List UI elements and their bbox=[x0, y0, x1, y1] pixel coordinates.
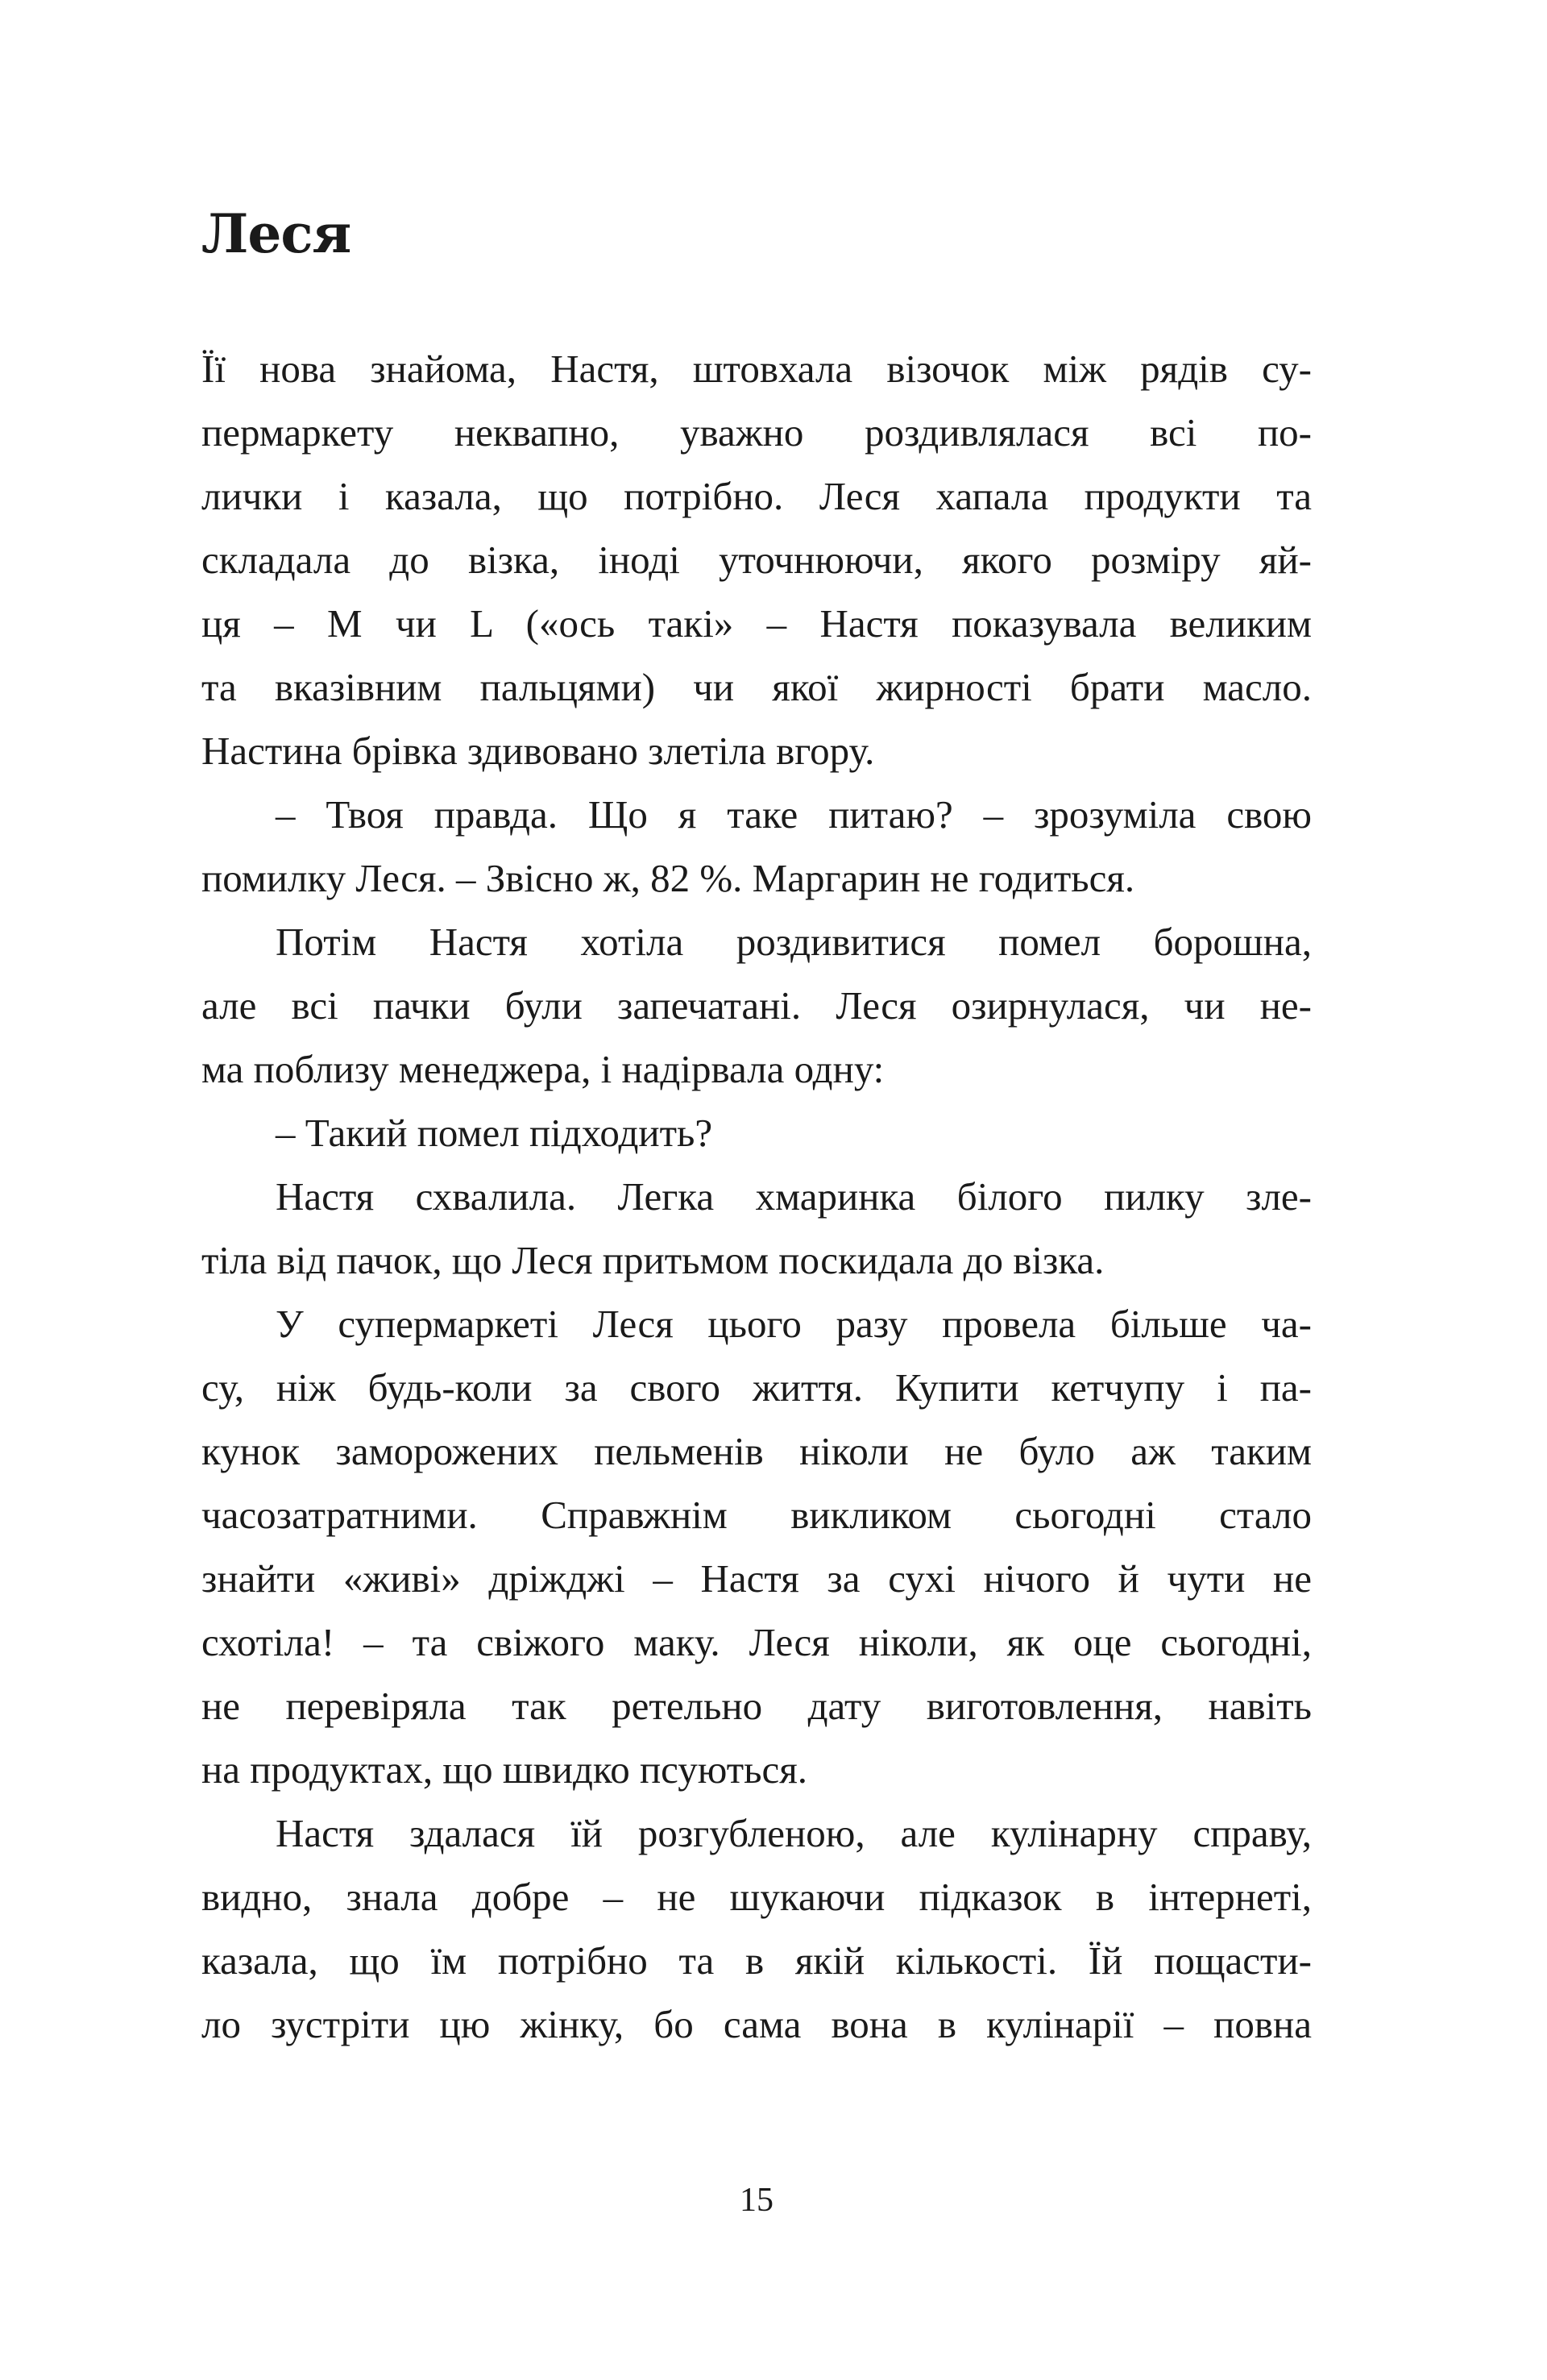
text-line: але всі пачки були запечатані. Леся озирнулася, чи не- bbox=[201, 983, 1312, 1028]
text-line: – Такий помел підходить? bbox=[276, 1111, 713, 1155]
page-number: 15 bbox=[740, 2182, 774, 2219]
text-line: складала до візка, іноді уточнюючи, якого розміру яй- bbox=[201, 538, 1312, 582]
text-line: су, ніж будь-коли за свого життя. Купити кетчупу і па- bbox=[201, 1365, 1312, 1410]
text-line: Настя схвалила. Легка хмаринка білого пилку зле- bbox=[276, 1174, 1312, 1219]
text-line: ма поблизу менеджера, і надірвала одну: bbox=[201, 1047, 885, 1091]
text-line: часозатратними. Справжнім викликом сьогодні стало bbox=[201, 1493, 1312, 1537]
body-text bbox=[201, 337, 1312, 2056]
chapter-title: Леся bbox=[201, 202, 351, 265]
text-line: видно, знала добре – не шукаючи підказок в інтернеті, bbox=[201, 1875, 1312, 1919]
text-line: схотіла! – та свіжого маку. Леся ніколи, як оце сьогодні, bbox=[201, 1620, 1312, 1664]
text-line: знайти «живі» дріжджі – Настя за сухі нічого й чути не bbox=[201, 1556, 1312, 1601]
text-line: У супермаркеті Леся цього разу провела більше ча- bbox=[276, 1302, 1312, 1346]
text-line: лички і казала, що потрібно. Леся хапала продукти та bbox=[201, 474, 1312, 518]
text-line: на продуктах, що швидко псуються. bbox=[201, 1747, 808, 1792]
text-line: не перевіряла так ретельно дату виготовлення, навіть bbox=[201, 1684, 1312, 1728]
text-line: ло зустріти цю жінку, бо сама вона в кулінарії – повна bbox=[201, 2002, 1312, 2046]
text-line: та вказівним пальцями) чи якої жирності брати масло. bbox=[201, 665, 1312, 709]
text-line: помилку Леся. – Звісно ж, 82 %. Маргарин не годиться. bbox=[201, 856, 1135, 900]
text-line: – Твоя правда. Що я таке питаю? – зрозуміла свою bbox=[276, 792, 1312, 837]
text-line: Настина брівка здивовано злетіла вгору. bbox=[201, 729, 875, 773]
text-line: Настя здалася їй розгубленою, але кулінарну справу, bbox=[276, 1811, 1312, 1855]
text-line: Її нова знайома, Настя, штовхала візочок між рядів су- bbox=[201, 347, 1312, 391]
text-line: кунок заморожених пельменів ніколи не було аж таким bbox=[201, 1429, 1312, 1473]
text-line: ця – M чи L («ось такі» – Настя показувала великим bbox=[201, 601, 1312, 646]
text-line: Потім Настя хотіла роздивитися помел борошна, bbox=[276, 920, 1312, 964]
text-line: пермаркету неквапно, уважно роздивлялася всі по- bbox=[201, 410, 1312, 455]
text-line: тіла від пачок, що Леся притьмом поскидала до візка. bbox=[201, 1238, 1105, 1282]
text-line: казала, що їм потрібно та в якій кількості. Їй пощасти- bbox=[201, 1938, 1312, 1983]
